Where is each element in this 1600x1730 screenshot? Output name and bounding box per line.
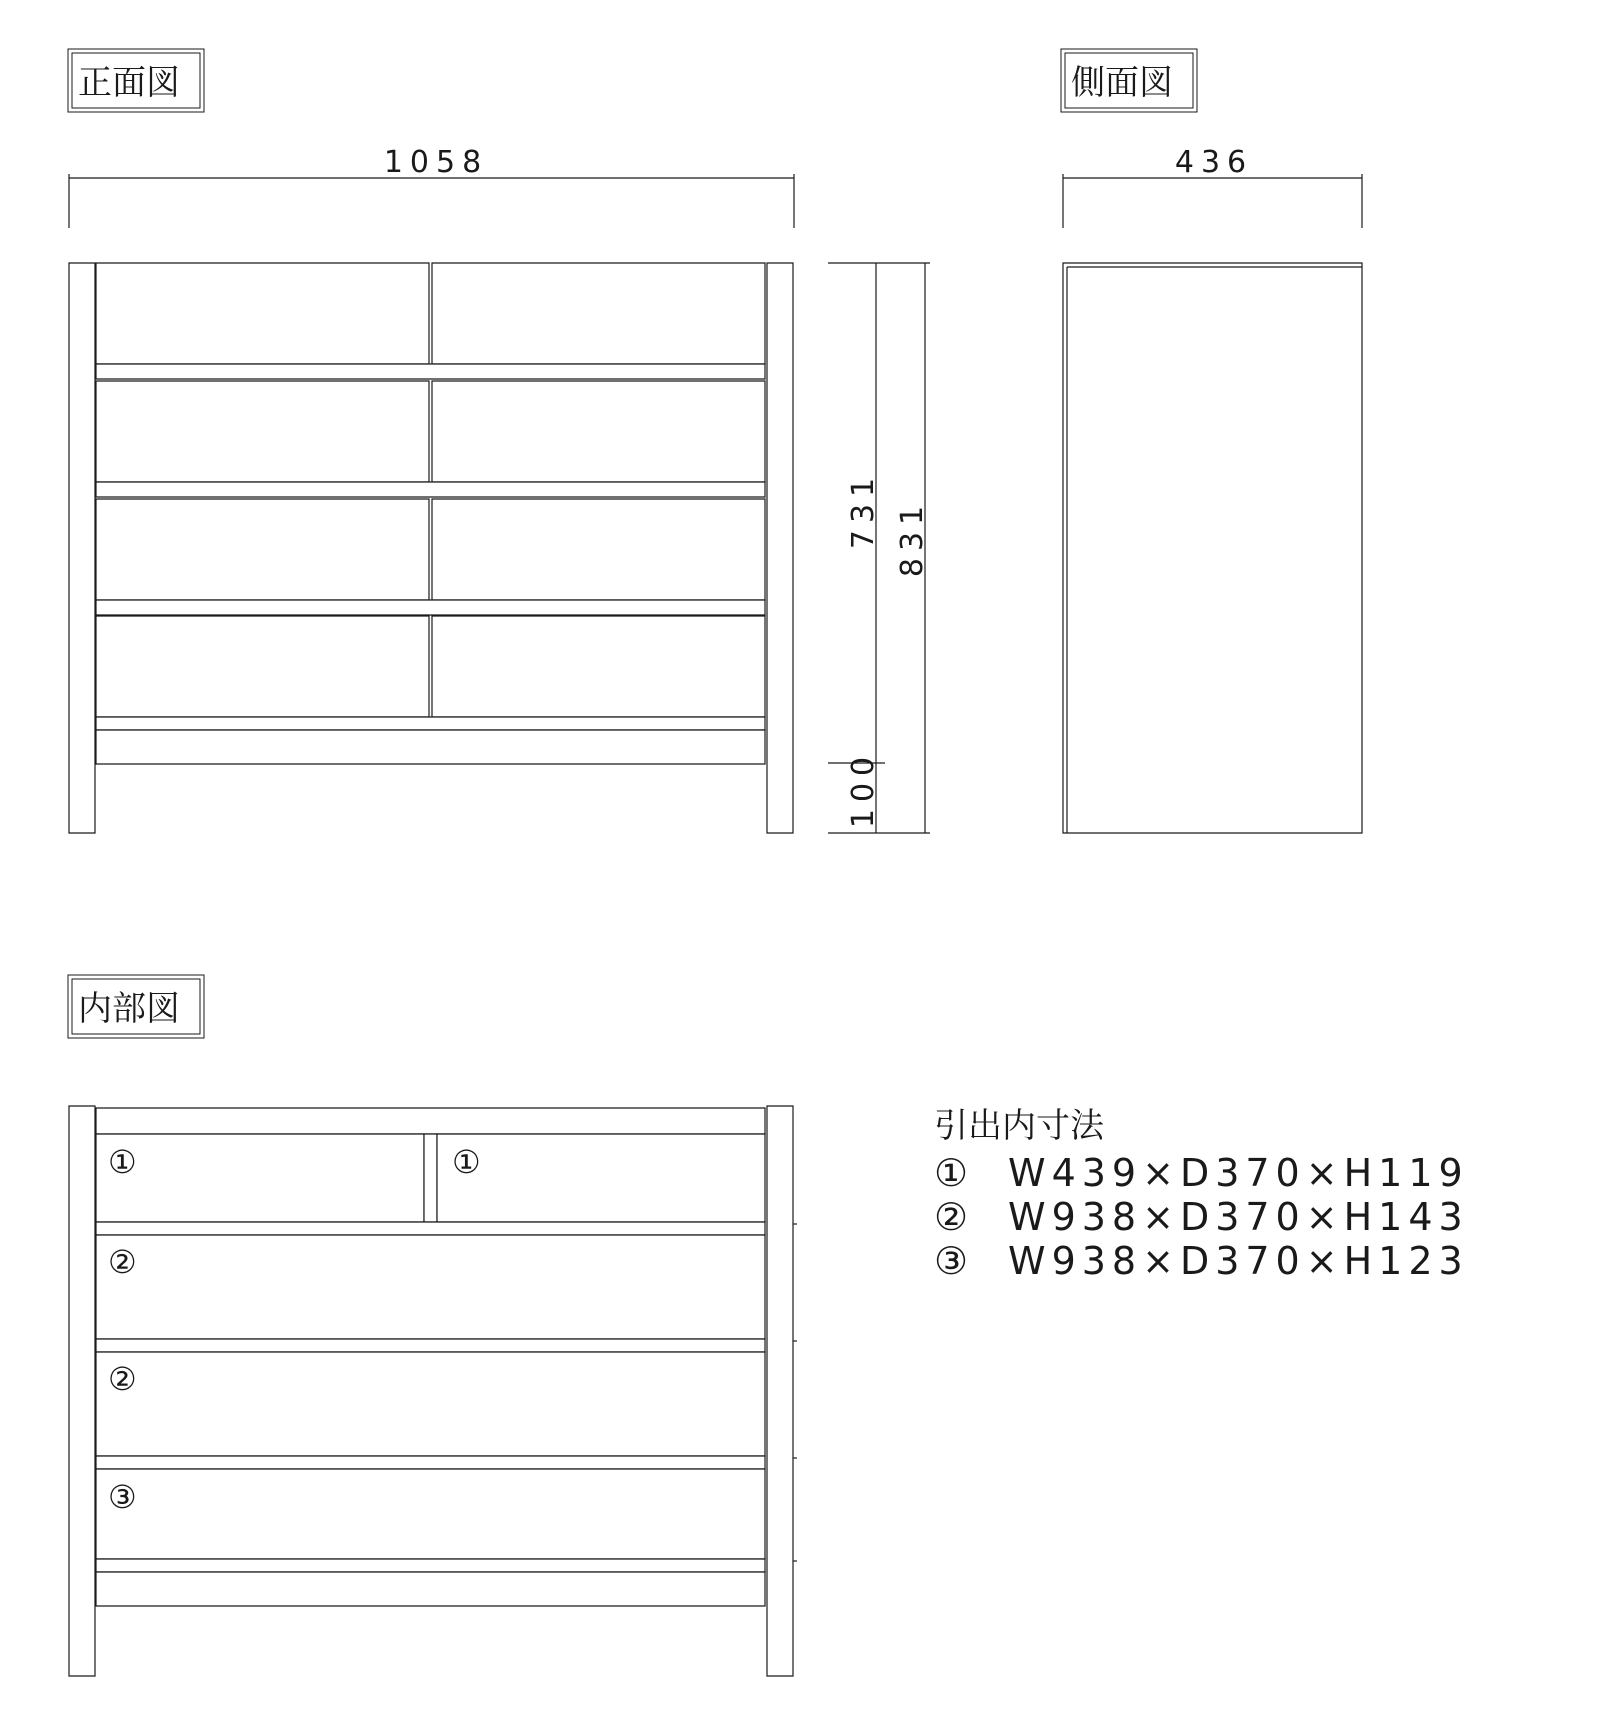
front-dim-831: 831 (895, 498, 930, 578)
interior-label-3: ③ (108, 1478, 137, 1516)
interior-view-title: 内部図 (78, 989, 180, 1029)
front-drawer-r1-right (432, 263, 765, 364)
spec-row-3-text: W938×D370×H123 (1008, 1239, 1469, 1283)
front-rail-3 (96, 600, 765, 615)
interior-apron (96, 1572, 765, 1606)
front-view-title-box (68, 49, 204, 112)
spec-row-1-mark: ① (934, 1151, 975, 1195)
front-dim-100: 100 (846, 749, 881, 829)
side-view (1061, 49, 1362, 833)
front-left-post (69, 263, 95, 833)
front-view (68, 49, 930, 833)
interior-top-rail (96, 1108, 765, 1134)
front-apron (96, 730, 765, 764)
side-view-title: 側面図 (1071, 63, 1173, 103)
spec-row-1-text: W439×D370×H119 (1008, 1151, 1469, 1195)
side-depth-dimension (1063, 145, 1362, 228)
front-drawer-r3-left (96, 499, 429, 600)
drawer-dimensions-spec (934, 1106, 1469, 1283)
spec-row-3-mark: ③ (934, 1239, 975, 1283)
interior-drawer-3 (96, 1469, 765, 1559)
interior-rail-1 (96, 1222, 765, 1235)
interior-view-title-box (68, 975, 204, 1038)
interior-label-1-right: ① (452, 1143, 481, 1181)
interior-rail-3 (96, 1456, 765, 1469)
interior-label-2a: ② (108, 1243, 137, 1281)
spec-row-2-text: W938×D370×H143 (1008, 1195, 1469, 1239)
side-panel (1063, 263, 1362, 833)
side-depth-label: 436 (1174, 145, 1254, 180)
interior-rail-4 (96, 1559, 765, 1572)
front-dim-731: 731 (846, 470, 881, 550)
front-right-post (767, 263, 793, 833)
spec-row-2-mark: ② (934, 1195, 975, 1239)
front-height-dimensions (828, 263, 930, 833)
interior-left-post (69, 1106, 95, 1676)
interior-drawer-1-right (437, 1134, 765, 1222)
front-width-label: 1058 (383, 145, 489, 180)
front-rail-1 (96, 364, 765, 379)
front-view-title: 正面図 (78, 63, 180, 103)
interior-drawer-2b (96, 1352, 765, 1456)
front-width-dimension (69, 145, 794, 228)
interior-drawer-1-left (96, 1134, 424, 1222)
front-drawer-r2-left (96, 381, 429, 482)
spec-heading: 引出内寸法 (934, 1106, 1104, 1146)
interior-view (68, 975, 797, 1676)
front-rail-4 (96, 717, 765, 730)
front-drawer-r1-left (96, 263, 429, 364)
front-drawer-grid (96, 263, 765, 730)
interior-rail-2 (96, 1339, 765, 1352)
front-drawer-r4-right (432, 616, 765, 717)
front-drawer-r2-right (432, 381, 765, 482)
interior-right-post (767, 1106, 793, 1676)
front-rail-2 (96, 482, 765, 497)
interior-label-2b: ② (108, 1360, 137, 1398)
front-drawer-r3-right (432, 499, 765, 600)
interior-label-1-left: ① (108, 1143, 137, 1181)
interior-drawer-2a (96, 1235, 765, 1339)
side-view-title-box (1061, 49, 1197, 112)
interior-divider (424, 1134, 437, 1222)
front-drawer-r4-left (96, 616, 429, 717)
